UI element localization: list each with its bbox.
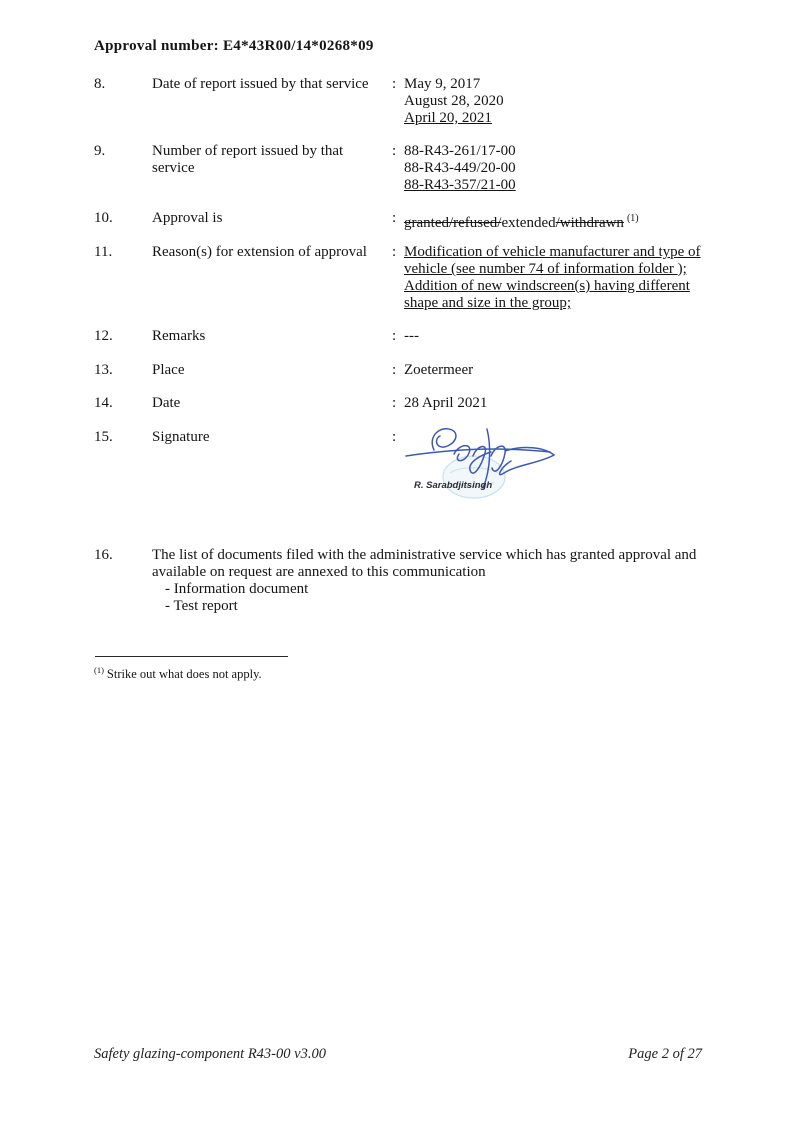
value-line: May 9, 2017	[404, 76, 481, 92]
item-number: 12.	[94, 328, 113, 344]
item-value	[404, 76, 734, 127]
value-line: 88-R43-357/21-00	[404, 177, 516, 193]
text-line: The list of documents filed with the administrative service which has granted approval and	[152, 547, 697, 563]
item-label: Remarks	[152, 328, 206, 344]
item-value: Zoetermeer	[404, 362, 474, 378]
item-number: 16.	[94, 547, 113, 563]
item-label	[152, 143, 392, 177]
colon-separator: :	[392, 395, 397, 411]
list-item: - Information document	[165, 581, 309, 597]
value-line: Modification of vehicle manufacturer and type of	[404, 244, 701, 260]
item-number: 10.	[94, 210, 113, 226]
struck-option: /withdrawn	[555, 215, 624, 231]
item-label: Date	[152, 395, 181, 411]
value-line: Addition of new windscreen(s) having different	[404, 278, 690, 294]
item-label: Signature	[152, 429, 210, 445]
item-row-8	[94, 76, 734, 127]
colon-separator: :	[392, 143, 397, 159]
item-text	[152, 547, 734, 615]
item-label: Place	[152, 362, 185, 378]
item-number: 8.	[94, 76, 106, 92]
colon-separator: :	[392, 76, 397, 92]
footnote-marker: (1)	[94, 665, 104, 675]
item-value: 28 April 2021	[404, 395, 488, 411]
struck-option: granted/refused/	[404, 215, 502, 231]
list-item: - Test report	[165, 598, 238, 614]
item-number: 15.	[94, 429, 113, 445]
footer-page-number: Page 2 of 27	[628, 1046, 702, 1062]
footer-document-title: Safety glazing-component R43-00 v3.00	[94, 1046, 326, 1062]
value-line: vehicle (see number 74 of information folder );	[404, 261, 687, 277]
annexed-documents-list	[165, 581, 734, 615]
colon-separator: :	[392, 362, 397, 378]
kept-option: extended	[501, 215, 556, 231]
approval-number-heading: Approval number: E4*43R00/14*0268*09	[94, 38, 374, 54]
item-number: 13.	[94, 362, 113, 378]
colon-separator: :	[392, 244, 397, 260]
item-row-12	[94, 328, 734, 345]
item-number: 9.	[94, 143, 106, 159]
item-value	[404, 143, 734, 194]
label-line: Number of report issued by that	[152, 143, 344, 159]
footnote	[94, 662, 262, 683]
item-row-11	[94, 244, 734, 312]
item-label: Date of report issued by that service	[152, 76, 369, 92]
item-value	[404, 210, 734, 232]
item-row-10	[94, 210, 734, 232]
value-line: shape and size in the group;	[404, 295, 572, 311]
footnote-text: Strike out what does not apply.	[106, 667, 262, 682]
value-line: August 28, 2020	[404, 93, 504, 109]
colon-separator: :	[392, 429, 397, 445]
item-value: ---	[404, 328, 419, 344]
item-row-13	[94, 362, 734, 379]
value-line: 88-R43-449/20-00	[404, 160, 516, 176]
value-line: April 20, 2021	[404, 110, 492, 126]
colon-separator: :	[392, 328, 397, 344]
item-number: 14.	[94, 395, 113, 411]
page-footer	[94, 1046, 702, 1063]
signature-area	[398, 423, 573, 505]
item-row-16	[94, 547, 734, 615]
item-label: Approval is	[152, 210, 223, 226]
item-row-9	[94, 143, 734, 194]
footnote-reference: (1)	[626, 213, 639, 224]
signatory-name: R. Sarabdjitsingh	[414, 480, 493, 491]
colon-separator: :	[392, 210, 397, 226]
item-label: Reason(s) for extension of approval	[152, 244, 367, 260]
item-row-14	[94, 395, 734, 412]
text-line: available on request are annexed to this communication	[152, 564, 486, 580]
value-line: 88-R43-261/17-00	[404, 143, 516, 159]
footnote-divider	[95, 656, 288, 657]
item-value	[404, 244, 734, 312]
label-line: service	[152, 160, 195, 176]
item-number: 11.	[94, 244, 113, 260]
